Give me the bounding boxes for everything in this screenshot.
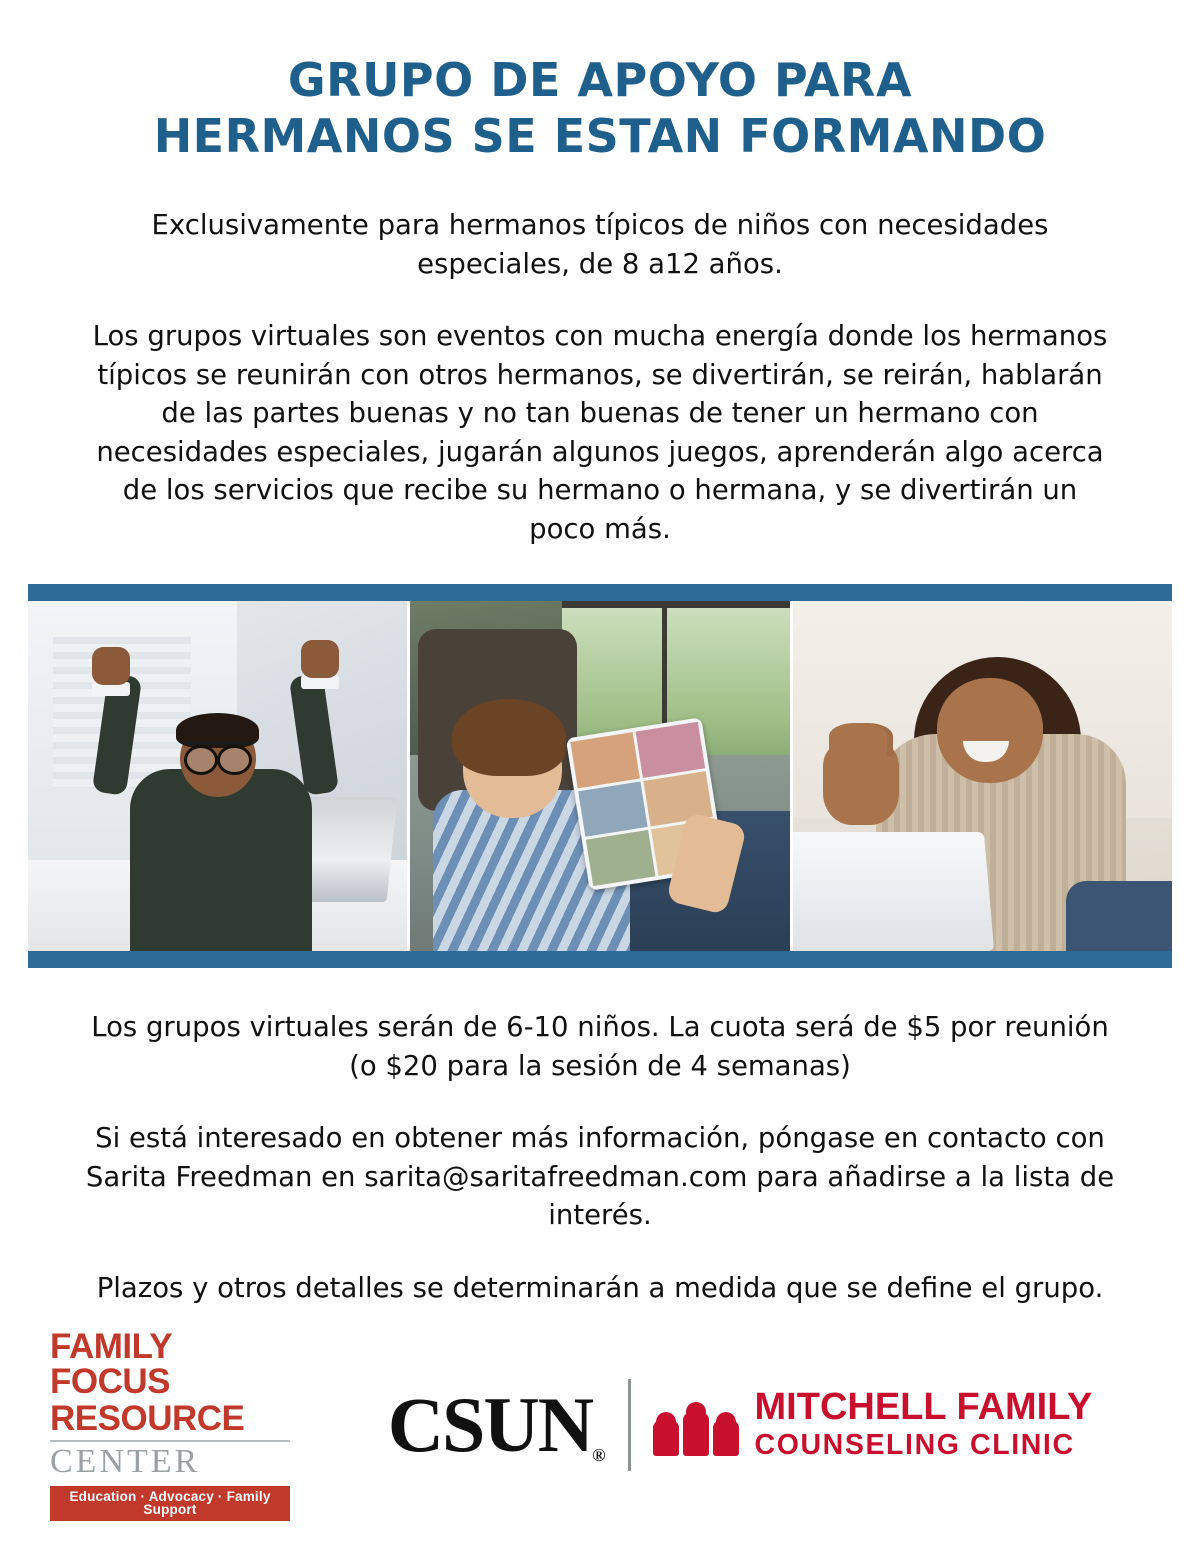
laptop-icon: [793, 832, 995, 951]
closing-paragraph: Plazos y otros detalles se determinarán a medida que se define el grupo.: [96, 1271, 1104, 1304]
fees-paragraph: Los grupos virtuales serán de 6-10 niños. La cuota será de $5 por reunión (o $20 para la sesión de 4 semanas): [91, 1011, 1109, 1082]
figure-head-left: [656, 1412, 676, 1432]
video-tile: [578, 781, 647, 837]
mitchell-line-1: MITCHELL FAMILY: [754, 1386, 1093, 1429]
family-focus-resource-center-logo: [50, 1326, 290, 1521]
logo-divider: [628, 1379, 631, 1471]
intro-paragraph: Exclusivamente para hermanos típicos de niños con necesidades especiales, de 8 a12 años.: [151, 209, 1049, 280]
girl-head: [937, 678, 1043, 783]
title-line-1: GRUPO DE APOYO PARA: [287, 53, 913, 107]
waving-hand-icon: [823, 741, 899, 825]
band-bar-top: [28, 584, 1172, 601]
csun-text: CSUN: [387, 1380, 593, 1468]
description-paragraph: Los grupos virtuales son eventos con mucha energía donde los hermanos típicos se reunirán con otros hermanos, se divertirán, se reirán, hablarán de las partes buenas y no tan buenas de tener un hermano con necesidades especiales, jugarán algunos juegos, aprenderán algo acerca de los servicios que recibe su hermano o hermana, y se divertirán un poco más.: [92, 320, 1108, 545]
registered-mark: ®: [592, 1444, 606, 1465]
photo-boy-cheering: [28, 601, 407, 951]
details-section: [0, 1008, 1200, 1307]
photo-girl-waving: [793, 601, 1172, 951]
ffrc-line-3: CENTER: [50, 1442, 201, 1480]
mitchell-line-2: COUNSELING CLINIC: [754, 1429, 1075, 1462]
logo-row: [0, 1326, 1200, 1518]
intro-section: [0, 206, 1200, 548]
three-figures-icon: [653, 1394, 739, 1456]
ffrc-line-1: FAMILY FOCUS: [50, 1326, 172, 1401]
left-fist: [92, 647, 130, 686]
mitchell-family-counseling-clinic-logo: [653, 1388, 1093, 1461]
csun-mitchell-logo-group: [290, 1379, 1150, 1471]
video-tile: [636, 722, 705, 778]
figure-head-middle: [686, 1402, 706, 1422]
ffrc-divider: [50, 1440, 290, 1442]
right-fist: [301, 640, 339, 679]
window-frame: [562, 601, 790, 608]
video-tile: [571, 732, 640, 788]
ffrc-line-2: RESOURCE: [50, 1398, 245, 1438]
contact-paragraph: Si está interesado en obtener más información, póngase en contacto con Sarita Freedman en sarita@saritafreedman.com para añadirse a la lista de interés.: [85, 1122, 1115, 1232]
photo-boy-tablet-call: [410, 601, 789, 951]
jeans: [1066, 881, 1172, 951]
photo-row: [28, 601, 1172, 951]
csun-wordmark: [387, 1380, 606, 1468]
page-title: [0, 0, 1200, 164]
video-tile: [586, 830, 655, 886]
band-bar-bottom: [28, 951, 1172, 968]
glasses-icon: [184, 742, 252, 770]
mitchell-wordmark: [755, 1388, 1093, 1461]
child-hair: [452, 699, 566, 776]
ffrc-tagline: Education · Advocacy · Family Support: [50, 1486, 290, 1521]
figure-head-right: [716, 1412, 736, 1432]
photo-band: [0, 584, 1200, 968]
title-line-2: HERMANOS SE ESTAN FORMANDO: [153, 109, 1047, 164]
